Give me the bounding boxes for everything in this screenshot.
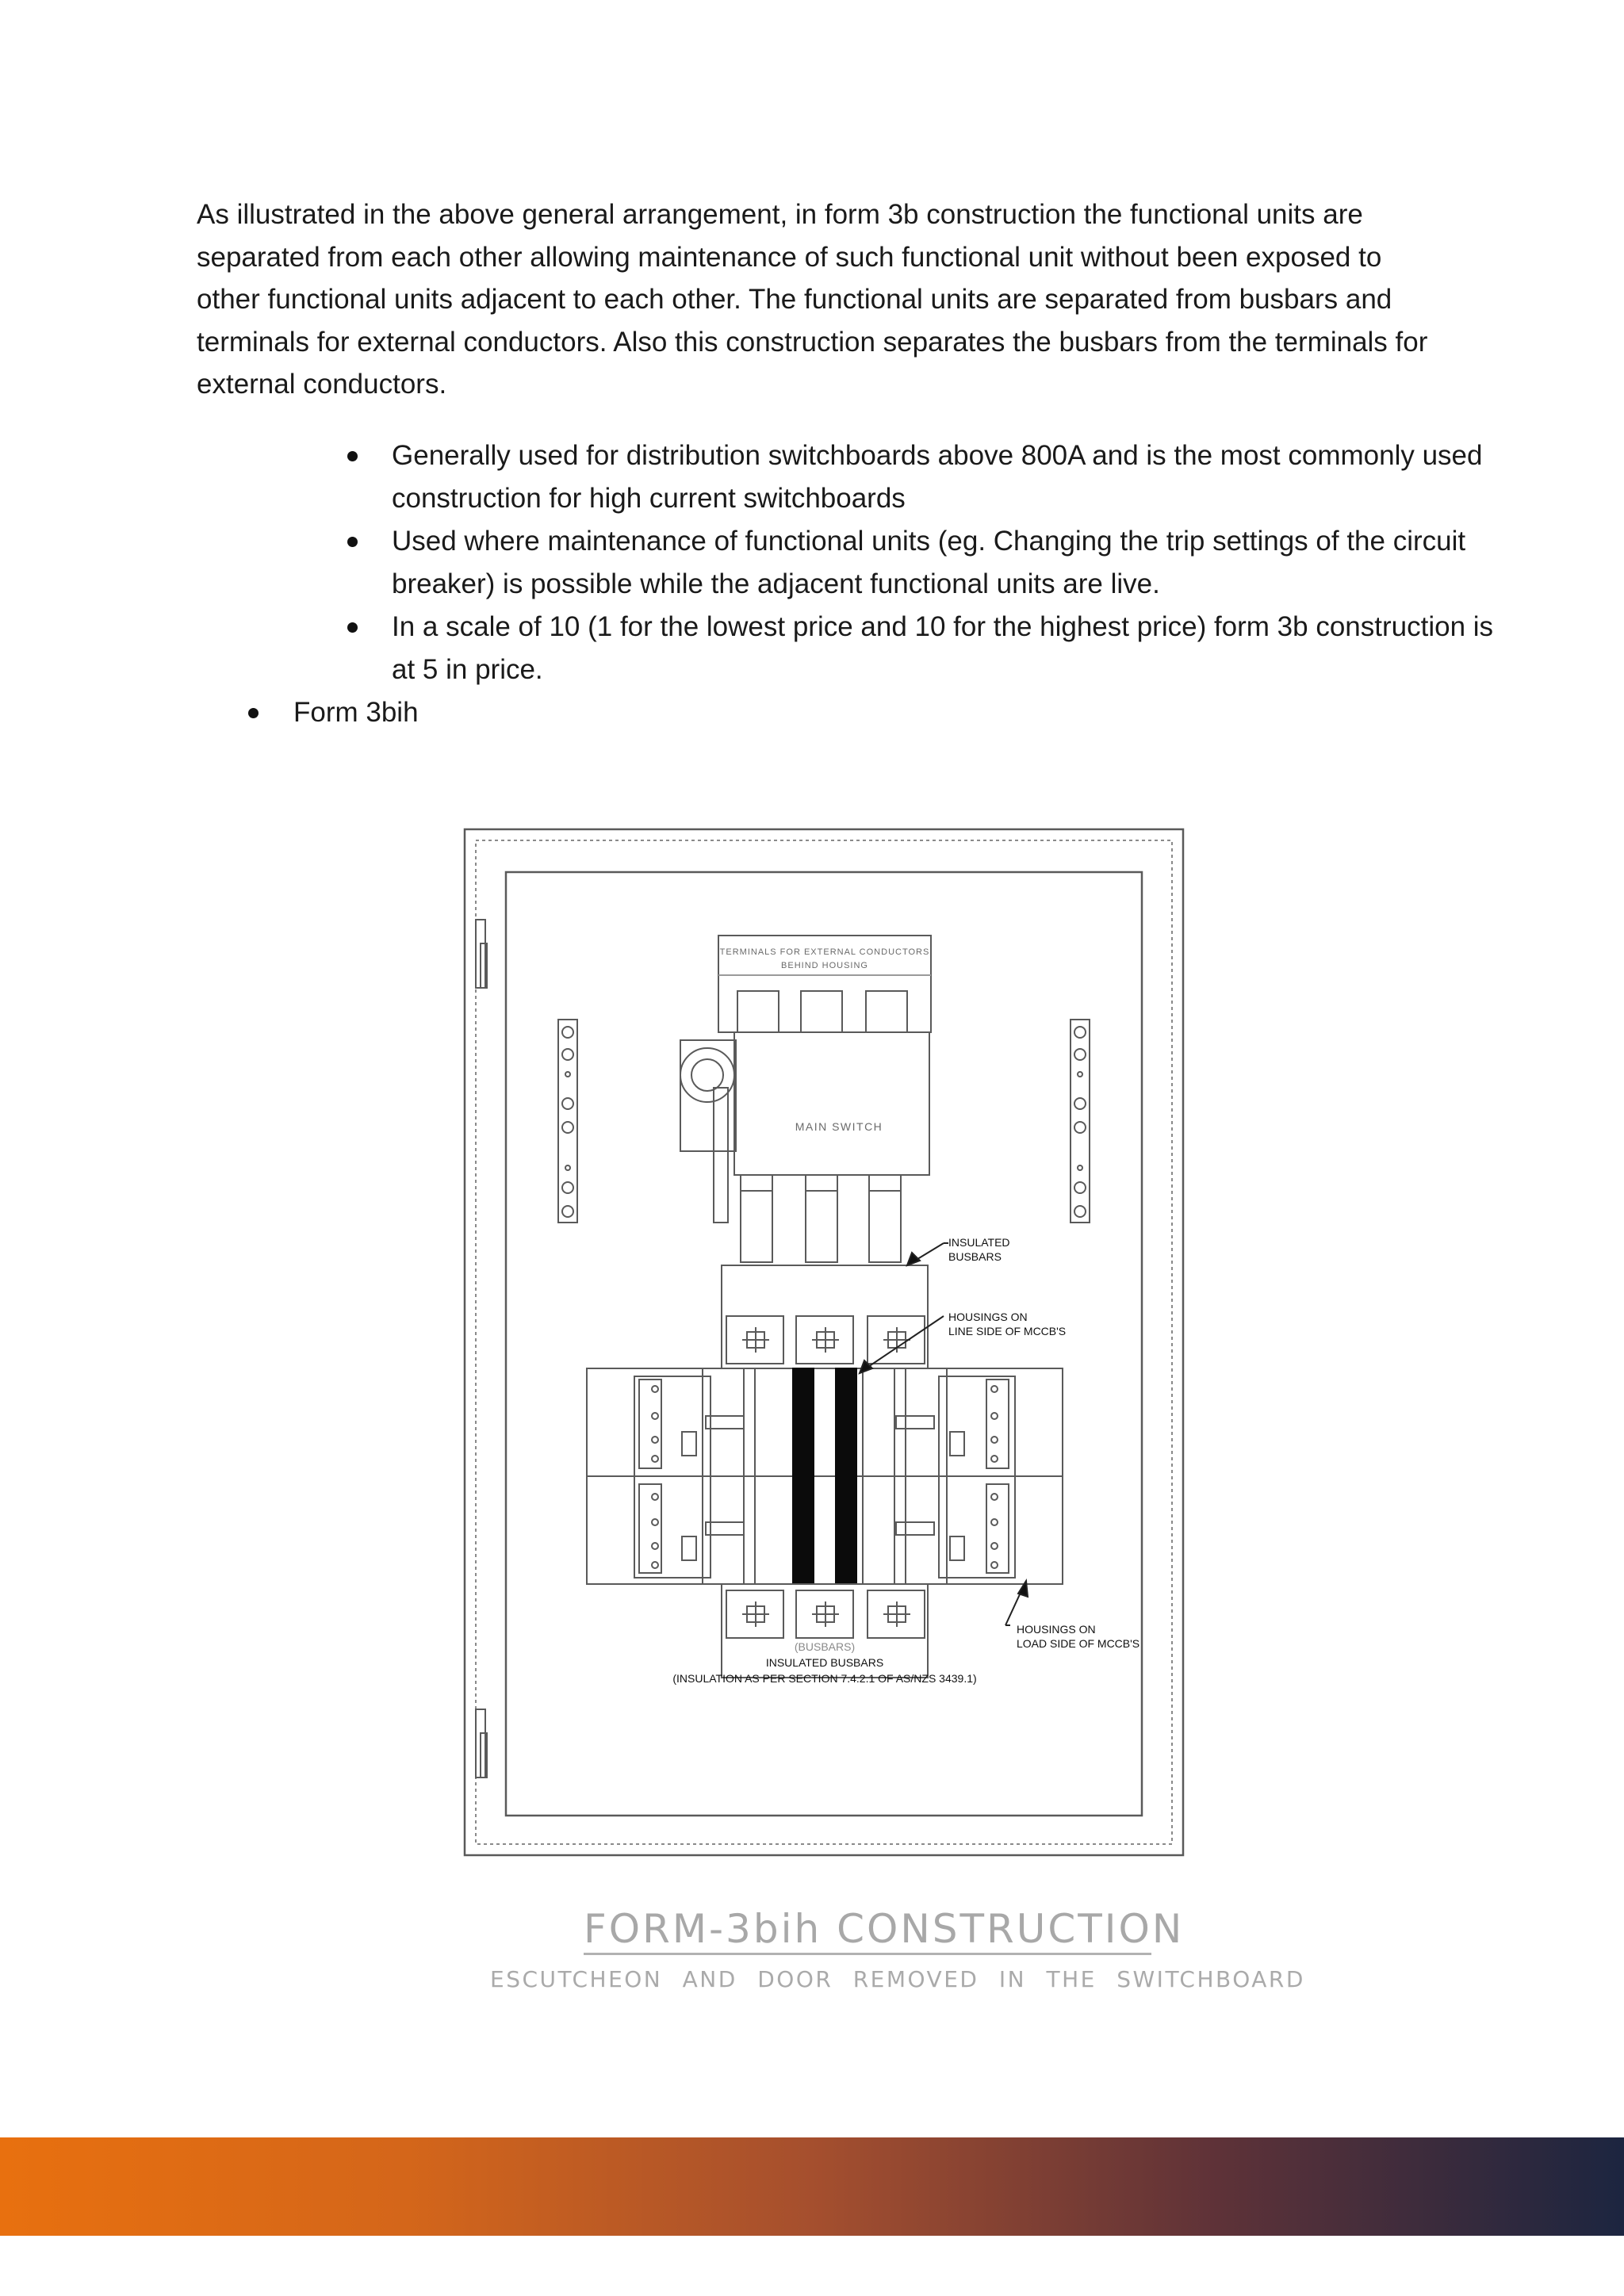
load-side-blocks — [726, 1590, 925, 1638]
mounting-rail-left — [558, 1020, 577, 1223]
leader-load-side — [1005, 1581, 1028, 1625]
section-bullet-text: Form 3bih — [293, 697, 419, 728]
main-switch-body — [734, 1032, 929, 1175]
label-insulated-busbars-1: INSULATED — [948, 1236, 1010, 1249]
intro-paragraph: As illustrated in the above general arrangement, in form 3b construction the functional units are separated from each other allowing maintenance of such functional unit without been exposed to other functional units adjacent to each other. The functional units are separated from busbars and terminals for external conductors. Also this construction separates the busbars from the terminals for external conductors. — [197, 199, 1428, 400]
main-switch-label: MAIN SWITCH — [795, 1120, 883, 1133]
mounting-rail-right — [1071, 1020, 1090, 1223]
caption-subtitle: ESCUTCHEON AND DOOR REMOVED IN THE SWITCHBOARD — [490, 1966, 1305, 1992]
leader-insulated-busbars — [907, 1243, 948, 1265]
label-housings-line-1: HOUSINGS ON — [948, 1311, 1028, 1323]
operating-handle — [680, 1040, 736, 1223]
terminals-label-1: TERMINALS FOR EXTERNAL CONDUCTORS — [719, 947, 930, 957]
hinge-bottom — [476, 1709, 487, 1777]
label-busbars-paren: (BUSBARS) — [794, 1640, 856, 1653]
bullet-text: Generally used for distribution switchboards above 800A and is the most commonly used construction for high current switchboards — [392, 440, 1483, 514]
caption-underline — [584, 1953, 1151, 1955]
label-housings-load-2: LOAD SIDE OF MCCB'S — [1017, 1637, 1140, 1650]
label-insulated-busbars-2: BUSBARS — [948, 1250, 1002, 1263]
terminals-label-2: BEHIND HOUSING — [781, 961, 868, 970]
label-insulation-note: (INSULATION AS PER SECTION 7.4.2.1 OF AS/NZS 3439.1) — [672, 1672, 977, 1685]
enclosure-outer — [465, 829, 1183, 1855]
label-housings-line-2: LINE SIDE OF MCCB'S — [948, 1325, 1067, 1337]
bullet-text: Used where maintenance of functional units (eg. Changing the trip settings of the circuit breaker) is possible while the adjacent functional units are live. — [392, 526, 1466, 599]
main-switch-busbars — [741, 1175, 901, 1262]
footer-gradient-band — [0, 2137, 1624, 2236]
label-housings-load-1: HOUSINGS ON — [1017, 1623, 1096, 1636]
insulated-busbar-black-right — [836, 1368, 856, 1584]
bullet-text: In a scale of 10 (1 for the lowest price and 10 for the highest price) form 3b construction is at 5 in price. — [392, 611, 1494, 685]
hinge-top — [476, 920, 487, 988]
insulated-busbar-black-left — [793, 1368, 814, 1584]
line-side-housings — [726, 1316, 925, 1364]
label-insulated-busbars-bottom: INSULATED BUSBARS — [765, 1656, 884, 1669]
leader-line-side — [860, 1316, 944, 1373]
caption-title: FORM-3bih CONSTRUCTION — [584, 1906, 1185, 1952]
terminal-blocks — [737, 991, 907, 1032]
